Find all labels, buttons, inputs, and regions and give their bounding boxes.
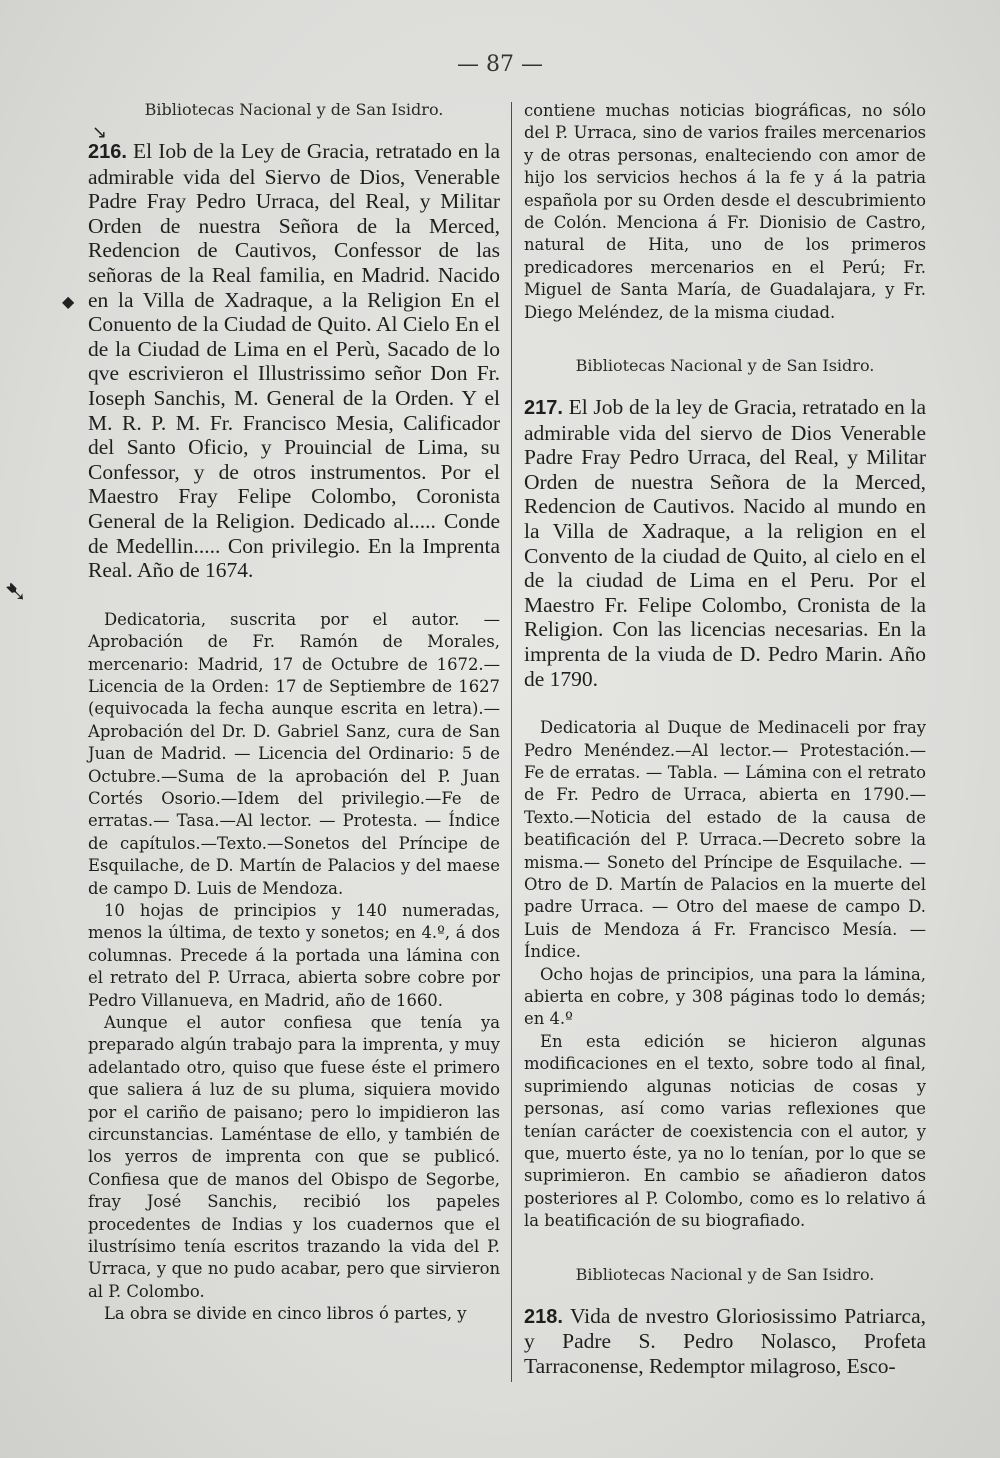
entry-218-title <box>524 1304 926 1379</box>
entry-216-commentary-cont: La obra se divide en cinco libros ó partes, y <box>104 1304 467 1324</box>
library-note: Bibliotecas Nacional y de San Isidro. <box>575 1264 875 1284</box>
entry-number: 218. <box>524 1305 563 1328</box>
entry-216-commentary: Aunque el autor confiesa que tenía ya preparado algún trabajo para la imprenta, y muy adelantado otro, quiso que fuese éste el primero que saliera á luz de su pluma, siquiera movido por el cariño de paisano; pero lo impidieron las circunstancias. Laméntase de ello, y también de los yerros de imprenta con que se publicó. Confiesa que de manos del Obispo de Segorbe, fray José Sanchis, recibió los papeles procedentes de Indias y los cuadernos que el ilustrísimo tenía escritos trazando la vida del P. Urraca, y que no pudo acabar, pero que sirvieron al P. Colombo. <box>88 1013 500 1301</box>
ink-mark: ➷ <box>4 575 28 608</box>
library-note: Bibliotecas Nacional y de San Isidro. <box>575 356 875 376</box>
entry-217-commentary: En esta edición se hicieron algunas modificaciones en el texto, sobre todo al final, suprimiendo algunas noticias de cosas y personas, así como varias reflexiones que tenían carácter de coexistencia con el autor, y que, muerto éste, ya no lo tenían, por lo que se suprimieron. En cambio se añadieron datos posteriores al P. Colombo, como es lo relativo á la beatificación de su biografiado. <box>524 1031 926 1231</box>
entry-217-contents: Dedicatoria al Duque de Medinaceli por fray Pedro Menéndez.—Al lector.— Protestación.— Fe de erratas. — Tabla. — Lámina con el retrato de Fr. Pedro de Urraca, abierta en 1790.—Texto.—Noticia del estado de la causa de beatificación del P. Urraca.—Decreto sobre la misma.— Soneto del Príncipe de Esquilache. — Otro de D. Martín de Palacios en la muerte del padre Urraca. — Otro del maese de campo D. Luis de Mendoza á Fr. Francisco Mesía. — Índice. <box>524 718 926 962</box>
entry-216-title <box>88 139 500 583</box>
entry-title-text: El Job de la ley de Gracia, retratado en la admirable vida del siervo de Dios Venerable Padre Fray Pedro Urraca, del Real, y Militar Orden de nuestra Señora de la Merced, Redencion de Cautivos. Nacido al mundo en la Villa de Xadraque, a la religion en el Convento de la ciudad de Quito, al cielo en el de la ciudad de Lima en el Peru. Por el Maestro Fr. Felipe Colombo, Cronista de la Religion. Con las licencias necesarias. En la imprenta de la viuda de D. Pedro Marin. Año de 1790. <box>524 395 926 691</box>
continued-commentary: contiene muchas noticias biográficas, no sólo del P. Urraca, sino de varios frailes mercenarios y de otras personas, enalteciendo con amor de hijo los servicios hechos á la fe y á la patria española por su Orden desde el descubrimiento de Colón. Menciona á Fr. Dionisio de Castro, natural de Hita, uno de los primeros predicadores mercenarios en el Perú; Fr. Miguel de Santa María, de Guadalajara, y Fr. Diego Meléndez, de la misma ciudad. <box>524 101 926 322</box>
page-number: — 87 — <box>457 52 543 77</box>
entry-217-collation: Ocho hojas de principios, una para la lámina, abierta en cobre, y 308 páginas todo lo demás; en 4.º <box>524 964 926 1029</box>
ink-mark: ◆ <box>62 292 75 311</box>
entry-title-text: El Iob de la Ley de Gracia, retratado en la admirable vida del Siervo de Dios, Venerable Padre Fray Pedro Urraca, del Real, y Militar Orden de nuestra Señora de la Merced, Redencion de Cautivos, Confessor de las señoras de la Real familia, en Madrid. Nacido en la Villa de Xadraque, a la Religion En el Conuento de la Ciudad de Quito. Al Cielo En el de la Ciudad de Lima en el Perù, Sacado de lo qve escrivieron el Illustrissimo señor Don Fr. Ioseph Sanchis, M. General de la Orden. Y el M. R. P. M. Fr. Francisco Mesia, Calificador del Santo Oficio, y Prouincial de Lima, su Confessor, y de otros instrumentos. Por el Maestro Fray Felipe Colombo, Coronista General de la Religion. Dedicado al..... Conde de Medellin..... Con privilegio. En la Imprenta Real. Año de 1674. <box>88 139 500 583</box>
entry-number: 216. <box>88 141 127 163</box>
library-note: Bibliotecas Nacional y de San Isidro. <box>144 100 444 119</box>
entry-216-contents: Dedicatoria, suscrita por el autor. — Aprobación de Fr. Ramón de Morales, mercenario: Madrid, 17 de Octubre de 1672.—Licencia de la Orden: 17 de Septiembre de 1627 (equivocada la fecha aunque escrita en letra).—Aprobación del Dr. D. Gabriel Sanz, cura de San Juan de Madrid. — Licencia del Ordinario: 5 de Octubre.—Suma de la aprobación del P. Juan Cortés Osorio.—Idem del privilegio.—Fe de erratas.— Tasa.—Al lector. — Protesta. — Índice de capítulos.—Texto.—Sonetos del Príncipe de Esquilache, de D. Martín de Palacios y del maese de campo D. Luis de Mendoza. <box>88 609 500 898</box>
entry-216-collation: 10 hojas de principios y 140 numeradas, menos la última, de texto y sonetos; en 4.º, á dos columnas. Precede á la portada una lámina con el retrato del P. Urraca, abierta sobre cobre por Pedro Villanueva, en Madrid, año de 1660. <box>88 900 500 1010</box>
entry-title-text: Vida de nvestro Gloriosissimo Patriarca, y Padre S. Pedro Nolasco, Profeta Tarraconense, Redemptor milagroso, Esco- <box>524 1303 926 1378</box>
entry-217-title <box>524 395 926 691</box>
left-column <box>88 100 500 1326</box>
right-column <box>524 100 926 1378</box>
entry-number: 217. <box>524 397 563 420</box>
column-divider <box>511 102 512 1382</box>
ink-mark: ↘ <box>92 122 108 143</box>
